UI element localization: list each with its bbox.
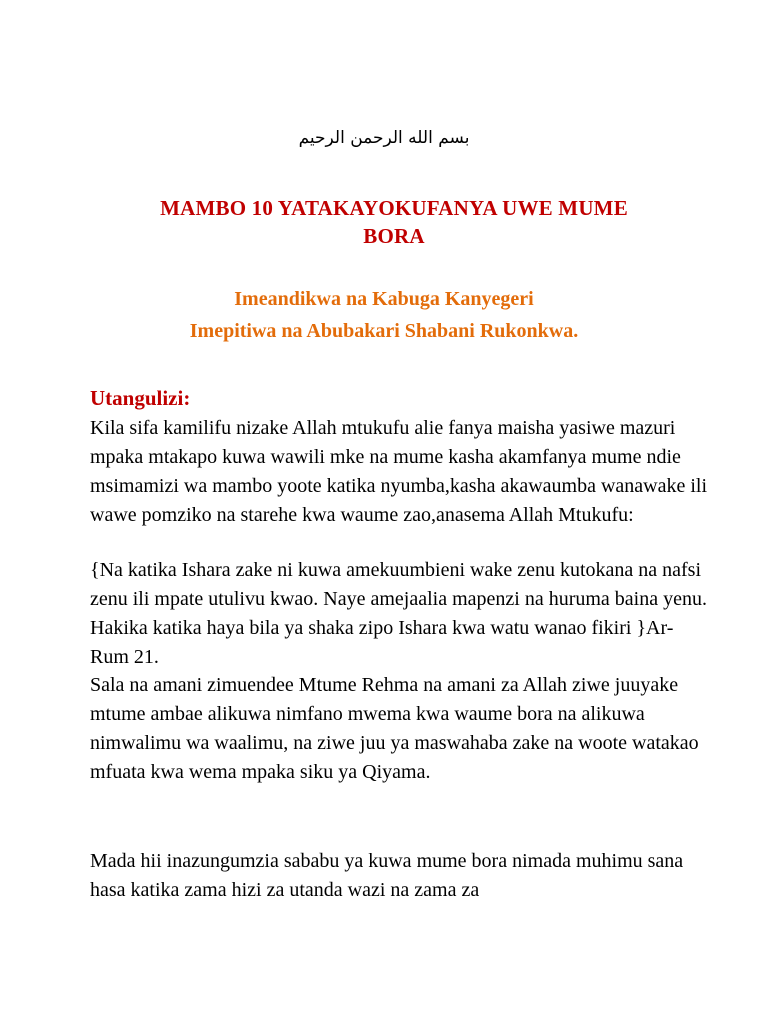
paragraph-salutation: Sala na amani zimuendee Mtume Rehma na amani za Allah ziwe juuyake mtume ambae alikuwa nimfano mwema kwa waume bora na alikuwa nimwalimu wa waalimu, na ziwe juu ya maswahaba zake na woote watakao mfuata kwa wema mpaka siku ya Qiyama. bbox=[90, 674, 699, 783]
bismillah-line: بسم الله الرحمن الرحيم bbox=[298, 128, 470, 148]
title-line-2: BORA bbox=[363, 224, 425, 248]
document-title bbox=[120, 194, 668, 250]
section-heading-introduction: Utangulizi: bbox=[90, 386, 191, 410]
author-line-written-by: Imeandikwa na Kabuga Kanyegeri bbox=[234, 288, 534, 310]
paragraph-quran-quote: {Na katika Ishara zake ni kuwa amekuumbieni wake zenu kutokana na nafsi zenu ili mpate utulivu kwao. Naye amejaalia mapenzi na huruma baina yenu. Hakika katika haya bila ya shaka zipo Ishara kwa watu wanao fikiri }Ar-Rum 21. bbox=[90, 559, 707, 668]
paragraph-praise: Kila sifa kamilifu nizake Allah mtukufu alie fanya maisha yasiwe mazuri mpaka mtakapo kuwa wawili mke na mume kasha akamfanya mume ndie msimamizi wa mambo yoote katika nyumba,kasha akawaumba wanawake ili wawe pomziko na starehe kwa waume zao,anasema Allah Mtukufu: bbox=[90, 417, 708, 526]
author-line-reviewed-by: Imepitiwa na Abubakari Shabani Rukonkwa. bbox=[189, 320, 579, 342]
title-line-1: MAMBO 10 YATAKAYOKUFANYA UWE MUME bbox=[160, 196, 628, 220]
paragraph-topic-intro: Mada hii inazungumzia sababu ya kuwa mume bora nimada muhimu sana hasa katika zama hizi za utanda wazi na zama za bbox=[90, 850, 684, 901]
